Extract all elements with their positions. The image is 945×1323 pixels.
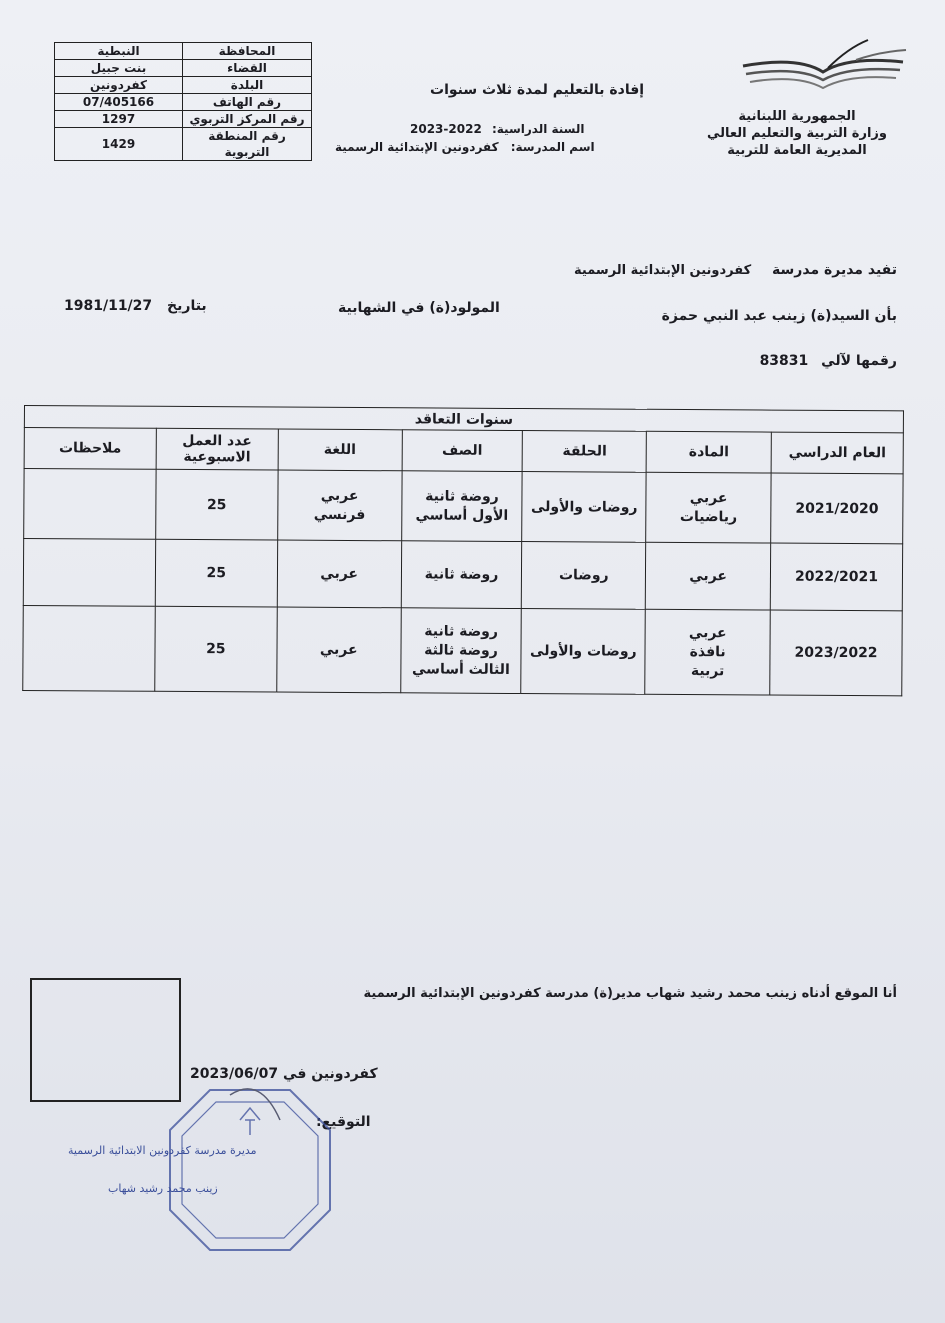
registration-label: رقمها لآلي	[821, 353, 897, 369]
header-year: العام الدراسي	[771, 432, 903, 473]
info-value: 1429	[55, 128, 183, 161]
cell-subject: عربي نافذة تربية	[645, 609, 770, 695]
cell-cycle: روضات والأولى	[521, 609, 645, 695]
header-class: الصف	[402, 430, 523, 471]
cell-year: 2021/2020	[771, 473, 903, 545]
cell-cycle: روضات والأولى	[522, 471, 646, 542]
stamp-line-1: مديرة مدرسة كفردونين الابتدائية الرسمية	[68, 1144, 257, 1157]
certifies-line	[574, 262, 897, 278]
cell-year: 2022/2021	[770, 543, 902, 610]
info-row	[55, 60, 312, 77]
year-label: السنة الدراسية:	[491, 122, 585, 136]
directorate-name: المديرية العامة للتربية	[727, 143, 867, 158]
cell-class: روضة ثانية روضة ثالثة الثالث أساسي	[400, 608, 521, 694]
cell-class: روضة ثانية	[401, 541, 522, 608]
declaration: أنا الموقع أدناه زينب محمد رشيد شهاب مدير(ة) مدرسة كفردونين الإبتدائية الرسمية	[363, 986, 897, 1001]
info-value: بنت جبيل	[55, 60, 183, 77]
cell-class: روضة ثانية الأول أساسي	[401, 470, 522, 541]
ministry-header	[707, 108, 887, 159]
republic-name: الجمهورية اللبنانية	[738, 109, 856, 124]
cell-language: عربي	[277, 607, 401, 693]
info-value: 1297	[55, 111, 183, 128]
school-label: اسم المدرسة:	[510, 140, 595, 154]
info-row	[55, 111, 312, 128]
table-row	[23, 606, 903, 696]
cell-cycle: روضات	[522, 542, 646, 609]
cell-hours: 25	[156, 469, 278, 540]
birth-date	[64, 298, 207, 314]
registration-value: 83831	[759, 353, 809, 369]
person-name: بأن السيد(ة) زينب عبد النبي حمزة	[661, 308, 897, 324]
cell-hours: 25	[155, 606, 277, 692]
info-row	[55, 43, 312, 60]
registration-number	[760, 353, 897, 369]
cell-language: عربي فرنسي	[277, 470, 401, 541]
school-name-line	[335, 140, 595, 154]
signature-label: التوقيع:	[316, 1114, 371, 1130]
certifies-school: كفردونين الإبتدائية الرسمية	[574, 263, 752, 278]
info-label: المحافظة	[183, 43, 312, 60]
info-label: رقم المنطقة التربوية	[183, 128, 312, 161]
info-row	[55, 77, 312, 94]
ministry-book-logo-icon	[738, 38, 908, 98]
info-label: القضاء	[183, 60, 312, 77]
info-label: رقم المركز التربوي	[183, 111, 312, 128]
academic-year	[410, 122, 585, 136]
header-hours: عدد العمل الاسبوعية	[156, 429, 278, 470]
certifies-prefix: تفيد مديرة مدرسة	[772, 262, 897, 278]
header-notes: ملاحظات	[24, 428, 156, 469]
header-cycle: الحلقة	[523, 431, 647, 472]
info-label: رقم الهاتف	[183, 94, 312, 111]
cell-notes	[24, 468, 156, 540]
info-value: 07/405166	[55, 94, 183, 111]
table-row	[24, 468, 903, 544]
year-value: 2022-2023	[410, 122, 482, 136]
cell-language: عربي	[277, 540, 401, 607]
cell-notes	[23, 606, 155, 692]
info-value: النبطية	[55, 43, 183, 60]
info-label: البلدة	[183, 77, 312, 94]
cell-subject: عربي رياضيات	[646, 472, 771, 543]
cell-hours: 25	[155, 540, 277, 607]
birth-date-label: بتاريخ	[167, 298, 207, 314]
school-value: كفردونين الإبتدائية الرسمية	[335, 140, 499, 154]
info-value: كفردونين	[55, 77, 183, 94]
cell-notes	[23, 539, 155, 606]
place-date: كفردونين في 2023/06/07	[190, 1066, 378, 1082]
page-title: إفادة بالتعليم لمدة ثلاث سنوات	[430, 82, 645, 98]
stamp-line-2: زينب محمد رشيد شهاب	[108, 1182, 218, 1195]
header-language: اللغة	[278, 429, 402, 470]
header-subject: المادة	[646, 432, 771, 473]
info-row	[55, 128, 312, 161]
contract-years-table	[22, 405, 904, 696]
official-stamp-icon	[150, 1080, 350, 1260]
table-row	[23, 539, 902, 611]
birthplace: المولود(ة) في الشهابية	[338, 300, 500, 316]
cell-subject: عربي	[646, 543, 771, 610]
birth-date-value: 1981/11/27	[64, 298, 153, 314]
school-info-table	[54, 42, 312, 161]
info-row	[55, 94, 312, 111]
cell-year: 2023/2022	[770, 610, 902, 696]
table-caption: سنوات التعاقد	[24, 406, 903, 434]
ministry-name: وزارة التربية والتعليم العالي	[706, 126, 887, 141]
